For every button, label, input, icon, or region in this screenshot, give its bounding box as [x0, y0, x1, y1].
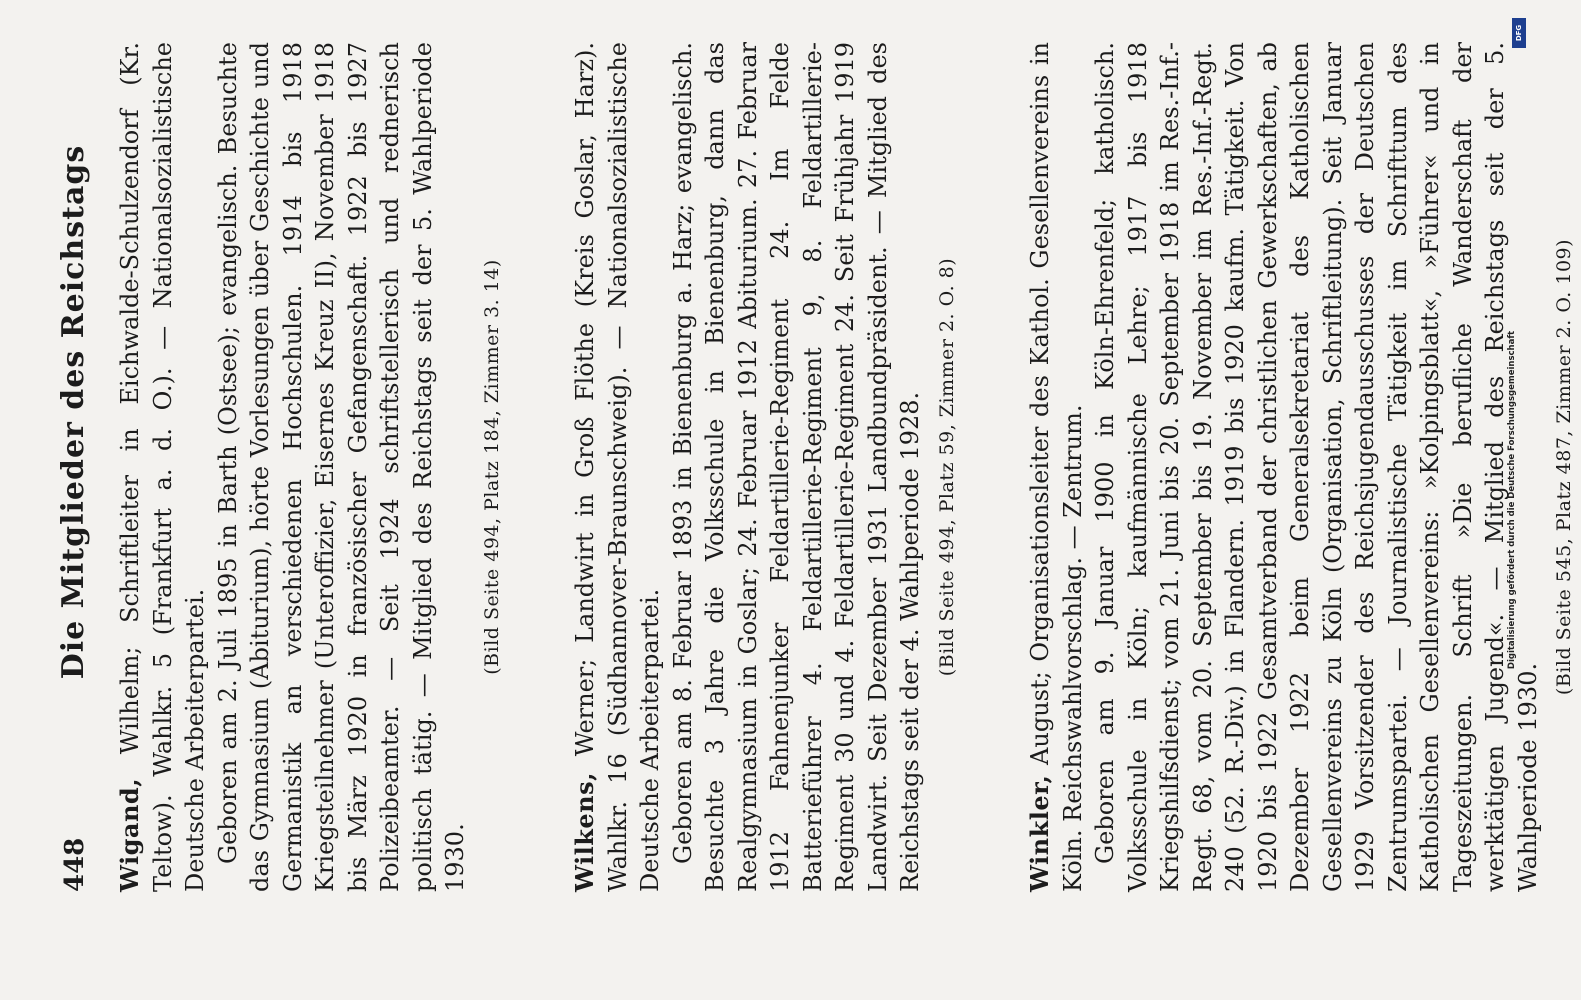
entry-intro — [114, 42, 212, 892]
entry-intro — [569, 42, 667, 892]
member-biography: Geboren am 9. Januar 1900 in Köln-Ehrenfeld; katholisch. Volksschule in Köln; kaufmännische Lehre; 1917 bis 1918 Kriegshilfsdienst; vom 21. Juni bis 20. September 1918 im Res.-Inf.-Regt. 68, vom 20. September bis 19. November im Res.-Inf.-Regt. 240 (52. R.-Div.) in Flandern. 1919 bis 1920 kaufm. Tätigkeit. Von 1920 bis 1922 Gesamtverband der christlichen Gewerkschaften, ab Dezember 1922 beim Generalsekretariat des Katholischen Gesellenvereins zu Köln (Organisation, Schriftleitung). Seit Januar 1929 Vorsitzender des Reichsjugendausschusses der Deutschen Zentrumspartei. — Journalistische Tätigkeit im Schrifttum des Katholischen Gesellenvereins: »Kolpingsblatt«, »Führer« und in Tageszeitungen. Schrift »Die berufliche Wanderschaft der werktätigen Jugend«. — Mitglied des Reichstags seit der 5. Wahlperiode 1930. — [1091, 42, 1542, 892]
member-entry-wigand — [114, 42, 569, 892]
member-biography: Geboren am 2. Juli 1895 in Barth (Ostsee); evangelisch. Besuchte das Gymnasium (Abiturium), hörte Vorlesungen über Geschichte und Germanistik an verschiedenen Hochschulen. 1914 bis 1918 Kriegsteilnehmer (Unteroffizier, Eisernes Kreuz II), November 1918 bis März 1920 in französischer Gefangenschaft. 1922 bis 1927 Polizeibeamter. — Seit 1924 schriftstellerisch und rednerisch politisch tätig. — Mitglied des Reichstags seit der 5. Wahlperiode 1930. — [213, 42, 469, 892]
dfg-logo-text: DFG — [1515, 24, 1523, 42]
member-summary: Werner; Landwirt in Groß Flöthe (Kreis Goslar, Harz). Wahlkr. 16 (Südhannover-Braunschweig). — Nationalsozialistische Deutsche Arbeiterpartei. — [571, 42, 664, 892]
member-name: Winkler, — [1025, 774, 1054, 892]
member-entry-wilkens — [569, 42, 1024, 892]
running-title: Die Mitglieder des Reichstags — [56, 144, 91, 680]
member-summary: Wilhelm; Schriftleiter in Eichwalde-Schulzendorf (Kr. Teltow). Wahlkr. 5 (Frankfurt a. d. O.). — Nationalsozialistische Deutsche Arbeiterpartei. — [116, 42, 209, 892]
member-summary: August; Organisationsleiter des Kathol. Gesellenvereins in Köln. Reichswahlvorschlag. — Zentrum. — [1026, 42, 1087, 892]
member-name: Wilkens, — [570, 772, 599, 892]
photo-reference: (Bild Seite 494, Platz 184, Zimmer 3. 14) — [480, 259, 503, 675]
page-header — [26, 72, 96, 892]
dfg-logo — [1512, 18, 1526, 48]
member-name: Wigand, — [115, 777, 144, 892]
page-number: 448 — [60, 837, 90, 892]
photo-reference: (Bild Seite 545, Platz 487, Zimmer 2. O. 109) — [1553, 238, 1575, 696]
funding-note: Digitalisierung gefördert durch die Deutsche Forschungsgemeinschaft — [1507, 330, 1517, 670]
entry-intro — [1024, 42, 1089, 892]
member-biography: Geboren am 8. Februar 1893 in Bienenburg a. Harz; evangelisch. Besuchte 3 Jahre die Volksschule in Bienenburg, dann das Realgymnasium in Goslar; 24. Februar 1912 Abiturium. 27. Februar 1912 Fahnenjunker Feldartillerie-Regiment 24. Im Felde Batterieführer 4. Feldartillerie-Regiment 9, 8. Feldartillerie-Regiment 30 und 4. Feldartillerie-Regiment 24. Seit Frühjahr 1919 Landwirt. Seit Dezember 1931 Landbundpräsident. — Mitglied des Reichstags seit der 4. Wahlperiode 1928. — [668, 42, 924, 892]
photo-reference: (Bild Seite 494, Platz 59, Zimmer 2. O. 8) — [935, 257, 958, 677]
